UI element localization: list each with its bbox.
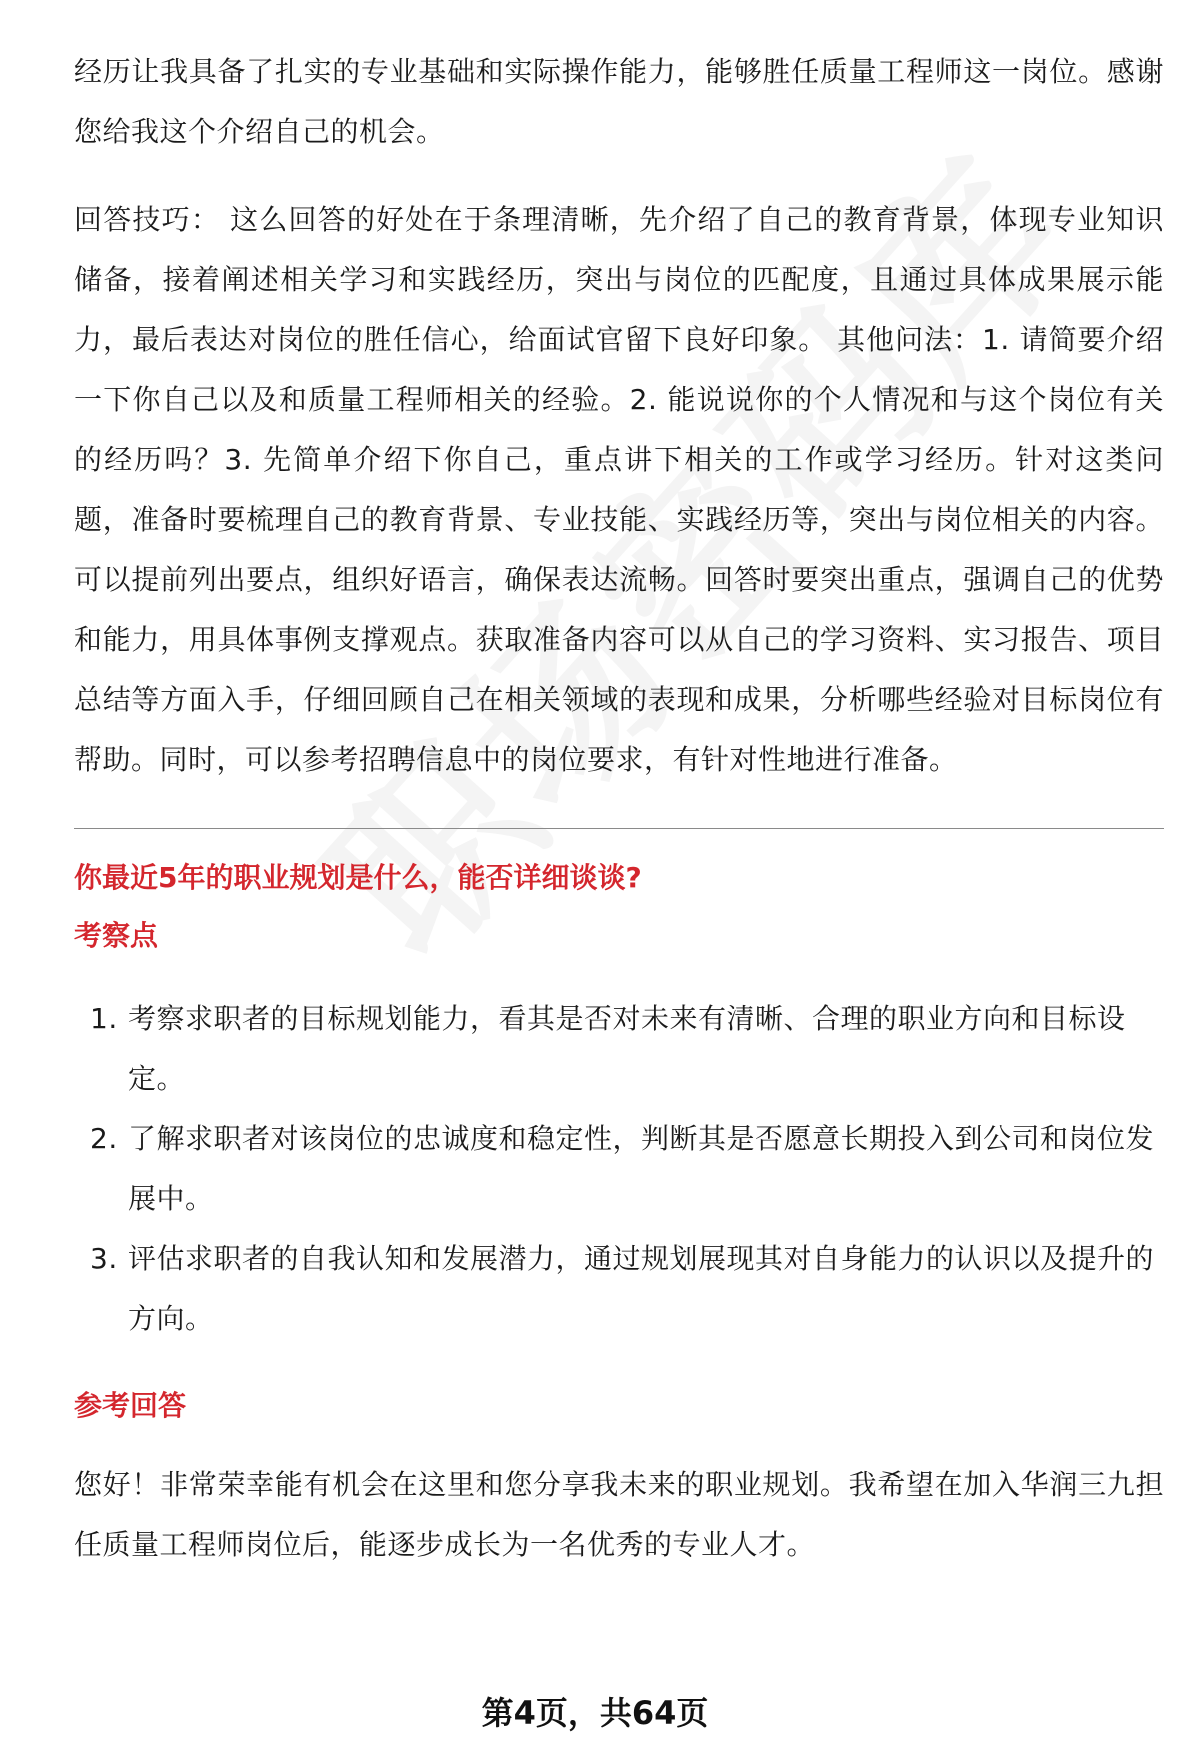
list-item-text: 考察求职者的目标规划能力，看其是否对未来有清晰、合理的职业方向和目标设定。: [128, 1002, 1126, 1095]
list-item: [74, 989, 1164, 1109]
list-item-number: 1.: [90, 1002, 118, 1035]
intro-paragraph: 经历让我具备了扎实的专业基础和实际操作能力，能够胜任质量工程师这一岗位。感谢您给我这个介绍自己的机会。: [74, 55, 1164, 148]
list-item-text: 评估求职者的自我认知和发展潜力，通过规划展现其对自身能力的认识以及提升的方向。: [128, 1242, 1155, 1335]
reference-answer-heading: 参考回答: [74, 1389, 187, 1422]
assessment-list: [74, 989, 1164, 1349]
reference-answer-text: 您好！非常荣幸能有机会在这里和您分享我未来的职业规划。我希望在加入华润三九担任质量工程师岗位后，能逐步成长为一名优秀的专业人才。: [74, 1468, 1164, 1561]
section-divider: [74, 828, 1164, 829]
page-number: 第4页，共64页: [481, 1694, 709, 1732]
answer-tips-paragraph: 回答技巧： 这么回答的好处在于条理清晰，先介绍了自己的教育背景，体现专业知识储备，接着阐述相关学习和实践经历，突出与岗位的匹配度，且通过具体成果展示能力，最后表达对岗位的胜任信心，给面试官留下良好印象。 其他问法：1. 请简要介绍一下你自己以及和质量工程师相关的经验。2. 能说说你的个人情况和与这个岗位有关的经历吗？3. 先简单介绍下你自己，重点讲下相关的工作或学习经历。针对这类问题，准备时要梳理自己的教育背景、专业技能、实践经历等，突出与岗位相关的内容。可以提前列出要点，组织好语言，确保表达流畅。回答时要突出重点，强调自己的优势和能力，用具体事例支撑观点。获取准备内容可以从自己的学习资料、实习报告、项目总结等方面入手，仔细回顾自己在相关领域的表现和成果，分析哪些经验对目标岗位有帮助。同时，可以参考招聘信息中的岗位要求，有针对性地进行准备。: [74, 203, 1164, 776]
list-item-number: 2.: [90, 1122, 118, 1155]
list-item-number: 3.: [90, 1242, 118, 1275]
list-item: [74, 1229, 1164, 1349]
interview-question: 你最近5年的职业规划是什么，能否详细谈谈?: [74, 861, 642, 894]
page-content: [74, 42, 1164, 1575]
assessment-heading: 考察点: [74, 919, 159, 952]
list-item: [74, 1109, 1164, 1229]
list-item-text: 了解求职者对该岗位的忠诚度和稳定性，判断其是否愿意长期投入到公司和岗位发展中。: [128, 1122, 1155, 1215]
